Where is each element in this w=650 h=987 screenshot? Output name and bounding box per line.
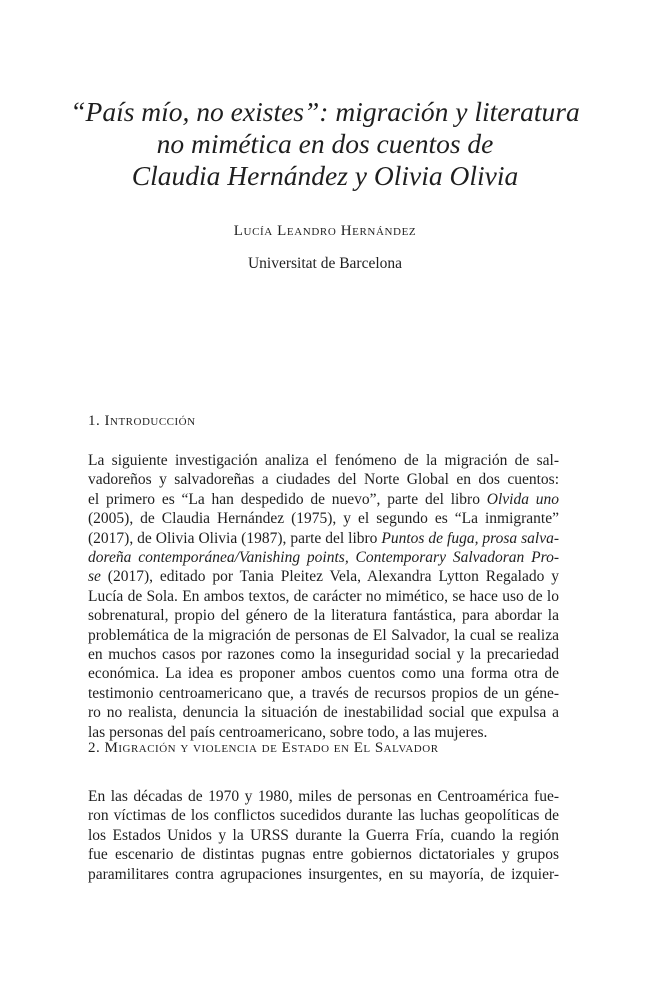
text-line: ro no realista, denuncia la situación de inestabilidad social que expulsa a: [88, 704, 559, 722]
text-line: vadoreños y salvadoreñas a ciudades del Norte Global en dos cuentos:: [88, 471, 559, 489]
title-line: “País mío, no existes”: migración y literatura: [70, 96, 580, 127]
text-line: económica. La idea es proponer ambos cuentos como una forma otra de: [88, 665, 559, 683]
text-line: en muchos casos por razones como la inseguridad social y la precariedad: [88, 646, 559, 664]
text-line: paramilitares contra agrupaciones insurgentes, en su mayoría, de izquier-: [88, 865, 559, 883]
text-line: En las décadas de 1970 y 1980, miles de personas en Centroamérica fue-: [88, 788, 559, 805]
author-name: Lucía Leandro Hernández: [233, 223, 417, 239]
text-line: el primero es “La han despedido de nuevo”, parte del libro Olvida uno: [88, 490, 559, 508]
paragraph-introduction: [88, 451, 559, 742]
section-heading-migration: 2. Migración y violencia de Estado en El Salvador: [88, 740, 439, 756]
text-line: Lucía de Sola. En ambos textos, de carácter no mimético, se hace uso de lo: [88, 587, 559, 605]
article-title: [60, 96, 590, 192]
text-line: problemática de la migración de personas de El Salvador, la cual se realiza: [88, 626, 559, 644]
text-line: las personas del país centroamericano, sobre todo, a las mujeres.: [88, 723, 488, 741]
text-line: fue escenario de distintas pugnas entre gobiernos dictatoriales y grupos: [88, 846, 559, 864]
title-line: no mimética en dos cuentos de: [156, 128, 494, 159]
text-line: ron víctimas de los conflictos sucedidos durante las luchas geopolíticas de: [88, 807, 559, 825]
text-line: sobrenatural, propio del género de la literatura fantástica, para abordar la: [88, 607, 559, 625]
text-line: (2005), de Claudia Hernández (1975), y el segundo es “La inmigrante”: [88, 510, 559, 528]
text-line: testimonio centroamericano que, a través de recursos propios de un géne-: [88, 684, 559, 702]
text-line: los Estados Unidos y la URSS durante la Guerra Fría, cuando la región: [88, 826, 559, 844]
text-line: doreña contemporánea/Vanishing points, Contemporary Salvadoran Pro-: [88, 549, 559, 567]
text-line: (2017), de Olivia Olivia (1987), parte del libro Puntos de fuga, prosa salva-: [88, 529, 559, 547]
author-affiliation: Universitat de Barcelona: [247, 255, 403, 272]
text-line: La siguiente investigación analiza el fenómeno de la migración de sal-: [88, 452, 559, 469]
text-line: se (2017), editado por Tania Pleitez Vela, Alexandra Lytton Regalado y: [88, 568, 559, 586]
section-heading-introduction: 1. Introducción: [88, 413, 196, 429]
paragraph-migration: [88, 787, 559, 884]
title-line: Claudia Hernández y Olivia Olivia: [131, 160, 519, 191]
